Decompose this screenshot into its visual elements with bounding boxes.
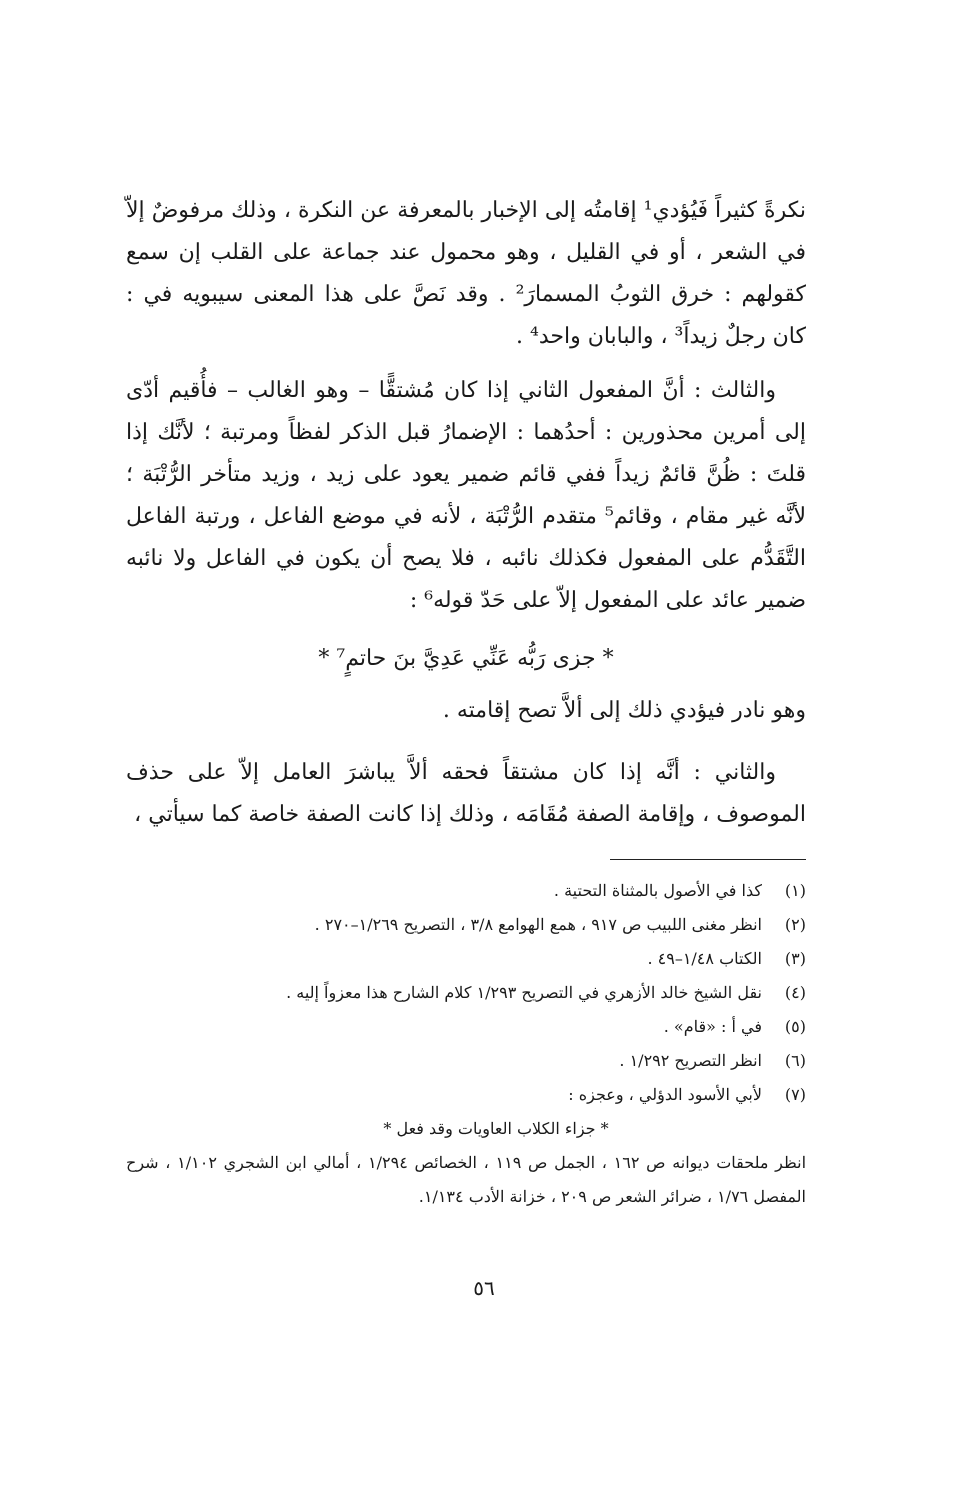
footnote-number: (٦) [784,1051,806,1070]
main-text [126,190,806,836]
footnote-references: انظر ملحقات ديوانه ص ١٦٢ ، الجمل ص ١١٩ ، الخصائص ١/٢٩٤ ، أمالي ابن الشجري ١/١٠٢ ، شرح المفصل ١/٧٦ ، ضرائر الشعر ص ٢٠٩ ، خزانة الأدب ١/١٣٤. [126,1153,807,1206]
footnote-number: (٤) [784,983,806,1002]
paragraph-1: نكرةً كثيراً فَيُؤدي¹ إقامتُه إلى الإخبار بالمعرفة عن النكرة ، وذلك مرفوضٌ إلاّ في الشعر ، أو في القليل ، وهو محمول عند جماعة على القلب إن سمع كقولهم : خرق الثوبُ المسمارَ² . وقد نَصَّ على هذا المعنى سيبويه في : كان رجلٌ زيداً³ ، والبابان واحد⁴ . [126,198,806,349]
footnote-text: الكتاب ١/٤٨–٤٩ . [647,949,762,968]
footnote-text: نقل الشيخ خالد الأزهري في التصريح ١/٢٩٣ كلام الشارح هذا معزواً إليه . [286,983,762,1002]
footnote-number: (٢) [784,915,806,934]
footnote-1 [126,874,806,908]
footnote-hemistich: * جزاء الكلاب العاويات وقد فعل * [383,1119,609,1138]
paragraph-2: والثالث : أنَّ المفعول الثاني إذا كان مُشتقًّا – وهو الغالب – فأُقيم أدّى إلى أمرين محذورين : أحدُهما : الإضمارُ قبل الذكر لفظاً ومرتبة ؛ لأنَّك إذا قلتَ : ظُنَّ قائمٌ زيداً ففي قائم ضمير يعود على زيد ، وزيد متأخر الرُّتْبَة ؛ لأنَّه غير مقام ، وقائم⁵ متقدم الرُّتْبَة ، لأنه في موضع الفاعل ، ورتبة الفاعل التَّقَدُّم على المفعول فكذلك نائبه ، فلا يصح أن يكون في الفاعل ولا نائبه ضمير عائد على المفعول إلاّ على حَدّ قوله⁶ : [126,378,806,613]
verse-line: * جزى رَبُّه عَنِّي عَدِيَّ بنَ حاتمٍ⁷ * [318,646,614,671]
footnote-number: (٣) [784,949,806,968]
paragraph-4: والثاني : أنَّه إذا كان مشتقاً فحقه ألاَّ يباشرَ العامل إلاّ على حذف الموصوف ، وإقامة الصفة مُقَامَه ، وذلك إذا كانت الصفة خاصة كما سيأتي ، [126,760,806,827]
footnote-separator [610,859,806,860]
footnote-number: (٥) [784,1017,806,1036]
page-number: ٥٦ [473,1276,495,1300]
footnote-text: في أ : «قام» . [663,1017,762,1036]
footnote-5 [126,1010,806,1044]
footnote-6 [126,1044,806,1078]
footnote-2 [126,908,806,942]
footnotes [126,874,806,1214]
footnote-text: كذا في الأصول بالمثناة التحتية . [553,881,762,900]
footnote-text: انظر التصريح ١/٢٩٢ . [619,1051,762,1070]
footnote-number: (٧) [784,1085,806,1104]
footnote-3 [126,942,806,976]
footnote-4 [126,976,806,1010]
footnote-text: لأبي الأسود الدؤلي ، وعجزه : [568,1085,762,1104]
footnote-text: انظر مغنى اللبيب ص ٩١٧ ، همع الهوامع ٣/٨ ، التصريح ١/٢٦٩–٢٧٠ . [314,915,762,934]
paragraph-3: وهو نادر فيؤدي ذلك إلى ألاَّ تصح إقامته . [442,698,806,723]
footnote-7 [126,1078,806,1112]
footnote-number: (١) [784,881,806,900]
